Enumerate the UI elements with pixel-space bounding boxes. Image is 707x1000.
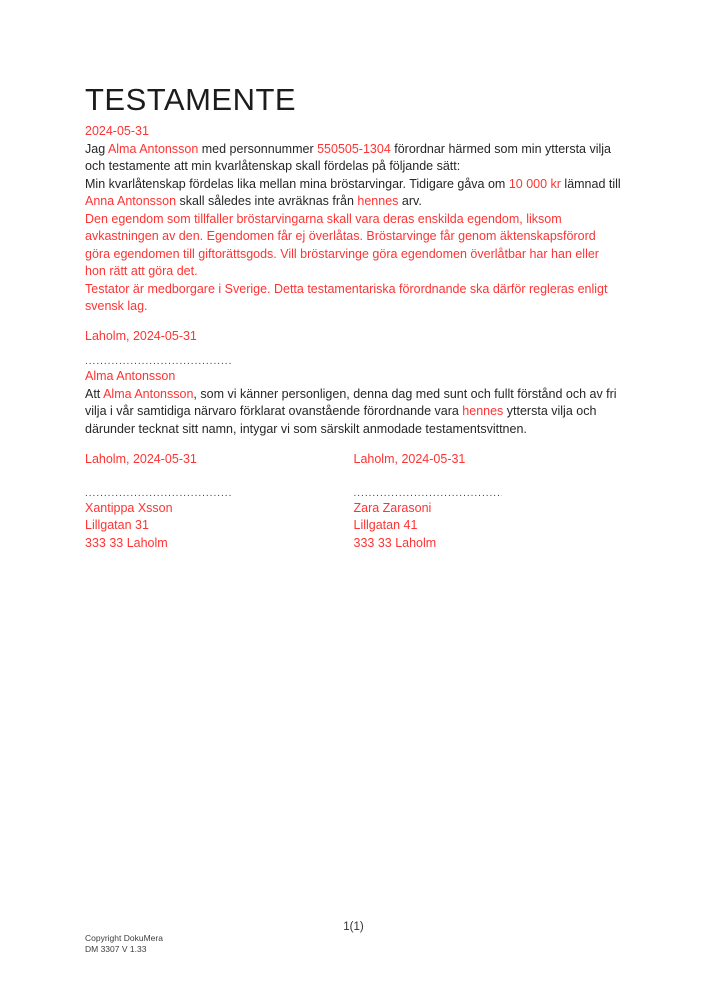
testator-name: Alma Antonsson [85, 369, 176, 383]
footer-doc-id: DM 3307 V 1.33 [85, 943, 147, 954]
witness-1-address-city: 333 33 Laholm [85, 535, 168, 550]
witness-block-1 [85, 451, 354, 552]
page-number: 1(1) [343, 921, 364, 933]
witness-1-name: Xantippa Xsson [85, 500, 173, 515]
witness-2-signature-line [354, 490, 502, 498]
paragraph-enskild-egendom: Den egendom som tillfaller bröstarvingarna skall vara deras enskilda egendom, liksom avkastningen av den. Egendomen får ej överlåtas. Bröstarvinge får genom äktenskapsförord göra egendomen till giftorättsgods. Vill bröstarvinge göra egendomen överlåtbar har han eller hon rätt att göra det. [85, 211, 599, 278]
page-title: TESTAMENTE [85, 82, 297, 117]
witness-signature-section [85, 451, 622, 552]
testator-signature-line [85, 358, 233, 366]
witness-1-place-date: Laholm, 2024-05-31 [85, 452, 197, 466]
paragraph-intro: Jag Alma Antonsson med personnummer 550505-1304 förordnar härmed som min yttersta vilja och testamente att min kvarlåtenskap skall fördelas på följande sätt: [85, 141, 611, 173]
witness-2-address-city: 333 33 Laholm [353, 535, 437, 550]
paragraph-law: Testator är medborgare i Sverige. Detta testamentariska förordnande ska därför regleras enligt svensk lag. [85, 281, 608, 313]
witness-1-signature-line [85, 490, 233, 498]
witness-1-address-street: Lillgatan 31 [85, 518, 149, 532]
witness-2-address-street: Lillgatan 41 [353, 518, 418, 532]
testator-place-date: Laholm, 2024-05-31 [85, 328, 197, 343]
document-footer [85, 933, 163, 954]
witness-2-name: Zara Zarasoni [353, 500, 432, 515]
footer-copyright: Copyright DokuMera [85, 933, 163, 943]
paragraph-witness-attest: Att Alma Antonsson, som vi känner personligen, denna dag med sunt och fullt förstånd och av fri vilja i vår samtidiga närvaro förklarat ovanstående förordnande vara hennes yttersta vilja och därunder tecknat sitt namn, intygar vi som särskilt anmodade testamentsvittnen. [85, 386, 617, 436]
witness-block-2 [354, 451, 623, 552]
witness-2-place-date: Laholm, 2024-05-31 [353, 452, 466, 466]
document-date: 2024-05-31 [85, 124, 149, 138]
paragraph-distribution: Min kvarlåtenskap fördelas lika mellan mina bröstarvingar. Tidigare gåva om 10 000 kr lämnad till Anna Antonsson skall således inte avräknas från hennes arv. [85, 176, 621, 208]
